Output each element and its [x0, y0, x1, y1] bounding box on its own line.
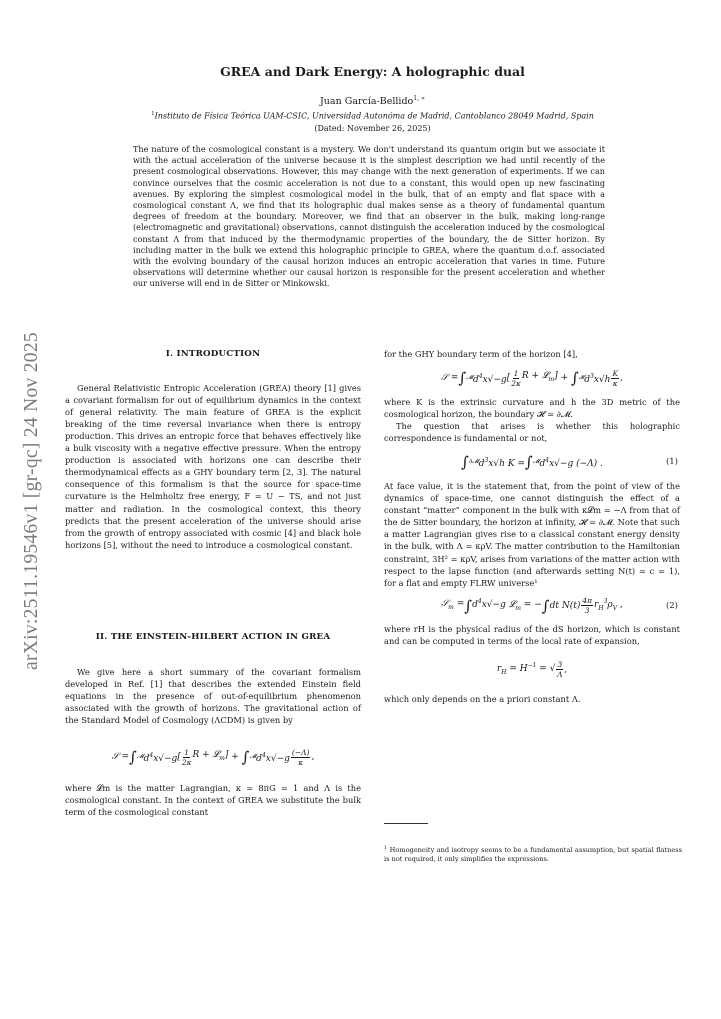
paper-title: GREA and Dark Energy: A holographic dual — [220, 64, 525, 79]
affiliation-mark: 1 — [151, 111, 155, 117]
footnote-rule — [384, 823, 428, 824]
right-paragraph-6: which only depends on the a priori constant Λ. — [384, 693, 581, 704]
author-line — [80, 95, 665, 107]
right-paragraph-4: At face value, it is the statement that, from the point of view of the dynamics of space-time, one cannot distinguish the effect of a constant “matter” component in the bulk with κ𝓛m = −Λ from that of the de Sitter boundary, the horizon at infinity, 𝓗 = ∂𝓜. Note that such a matter Lagrangian gives rise to a classical constant energy density in the bulk, with Λ = κρV. The matter contribution to the Hamiltonian constraint, 3H² = κρV, arises from variations of the matter action with respect to the lapse function (and afterwards setting N(t) = c = 1), for a flat and empty FLRW universe¹ — [384, 481, 680, 588]
arxiv-stamp-text: arXiv:2511.19546v1 [gr-qc] 24 Nov 2025 — [21, 332, 42, 670]
equation-1: ∫ ∂𝓜 $d^3x√h$ K = ∫ 𝓜 $d^4x√-g$ (−Λ) . (1) — [461, 453, 678, 472]
right-paragraph-2: where K is the extrinsic curvature and h the 3D metric of the cosmological horizon, the boundary 𝓗 = ∂𝓜. — [384, 397, 680, 420]
equation-horizon-radius: $r_H = H^{-1}$ = √ $\frac{3}{\Lambda}$ , — [496, 660, 568, 680]
equation-2-number: (2) — [665, 600, 678, 611]
dated-line: (Dated: November 26, 2025) — [314, 124, 431, 133]
left-column — [65, 348, 361, 551]
arxiv-stamp — [8, 300, 48, 670]
equation-2: 𝒮$_m$ = ∫ $d^4x√-g$ 𝓛$_m$ = − ∫ dt N(t) $\frac{4\pi}{3}$ $r_H^3\rho_V$ , (2) — [441, 596, 678, 616]
author-name: Juan García-Bellido — [320, 96, 414, 108]
footnote — [384, 844, 682, 865]
equation-ghy-action: 𝒮 = ∫ 𝓜 $d^4x√-g$ [ $\frac{1}{2\kappa}$ R + 𝓛$_m$] + ∫ 𝓗 $d^3x√h$ $\frac{K}{\kappa}$ , — [441, 368, 623, 388]
right-column — [384, 348, 680, 705]
footnote-mark: 1 — [384, 845, 388, 851]
section-heading-introduction: I. INTRODUCTION — [165, 349, 261, 359]
affiliation — [80, 111, 665, 121]
author-marks: 1, ∗ — [413, 95, 425, 102]
affiliation-text: Instituto de Física Teórica UAM-CSIC, Universidad Autonóma de Madrid, Cantoblanco 28049 Madrid, Spain — [154, 111, 594, 121]
footnote-text: Homogeneity and isotropy seems to be a fundamental assumption, but spatial flatness is not required, it only simplifies the expressions. — [384, 846, 682, 864]
right-paragraph-1: for the GHY boundary term of the horizon [4], — [384, 349, 578, 359]
left-column-section2 — [65, 631, 361, 818]
introduction-paragraph: General Relativistic Entropic Acceleration (GREA) theory [1] gives a covariant formalism for out of equilibrium dynamics in the context of general relativity. The main feature of GREA is the explicit breaking of the time reversal invariance when there is entropy production. This drives an entropic force that behaves effectively like a bulk viscosity with a negative effective pressure. When the entropy production is associated with horizons one can describe their thermodynamical effects as a GHY boundary term [2, 3]. The natural consequence of this formalism is that the source for space-time curvature is the Helmholtz free energy, F = U − TS, and not just matter and radiation. In the cosmological context, this theory predicts that the present acceleration of the universe should arise from the growth of entropy associated with cosmic [4] and black hole horizons [5], without the need to introduce a cosmological constant. — [65, 383, 361, 550]
section2-paragraph-2: where 𝓛m is the matter Lagrangian, κ = 8πG = 1 and Λ is the cosmological constant. In the context of GREA we substitute the bulk term of the cosmological constant — [65, 783, 361, 818]
equation-action-lcdm: 𝒮 = ∫ 𝓜 $d^4x√-g$ [ $\frac{1}{2\kappa}$ R + 𝓛$_m$] + ∫ 𝓜 $d^4x√-g$ $\frac{(-\Lambda)}{\kappa}$ , — [111, 747, 315, 767]
right-paragraph-3: The question that arises is whether this holographic correspondence is fundamental or not, — [384, 421, 680, 444]
equation-1-number: (1) — [665, 457, 678, 468]
section2-paragraph-1: We give here a short summary of the covariant formalism developed in Ref. [1] that describes the extended Einstein field equations in the presence of out-of-equilibrium phenomenon associated with the growth of horizons. The gravitational action of the Standard Model of Cosmology (ΛCDM) is given by — [65, 667, 361, 726]
section-heading-einstein-hilbert: II. THE EINSTEIN-HILBERT ACTION IN GREA — [95, 632, 331, 642]
right-paragraph-5: where rH is the physical radius of the dS horizon, which is constant and can be computed in terms of the local rate of expansion, — [384, 623, 680, 646]
abstract: The nature of the cosmological constant is a mystery. We don't understand its quantum origin but we associate it with the actual acceleration of the universe because it is the simplest description we had until recently of the present cosmological observations. However, this may change with the next generation of experiments. If we can convince ourselves that the cosmic acceleration is not due to a constant, this would open up new fascinating avenues. By exploring the simplest cosmological model in the bulk, that of an empty and flat space with a cosmological constant Λ, we find that its holographic dual makes sense as a theory of fundamental quantum degrees of freedom at the boundary. Moreover, we find that an observer in the bulk, making long-range (electromagnetic and gravitational) observations, cannot distinguish the acceleration induced by the cosmological constant Λ from that induced by the thermodynamic properties of the boundary, the de Sitter horizon. By including matter in the bulk we extend this holographic principle to GREA, where the quantum d.o.f. associated with the evolving boundary of the causal horizon induces an entropic acceleration that varies in time. Future observations will determine whether our causal horizon is responsible for the present acceleration and whether our universe will end in de Sitter or Minkowski. — [133, 144, 605, 289]
